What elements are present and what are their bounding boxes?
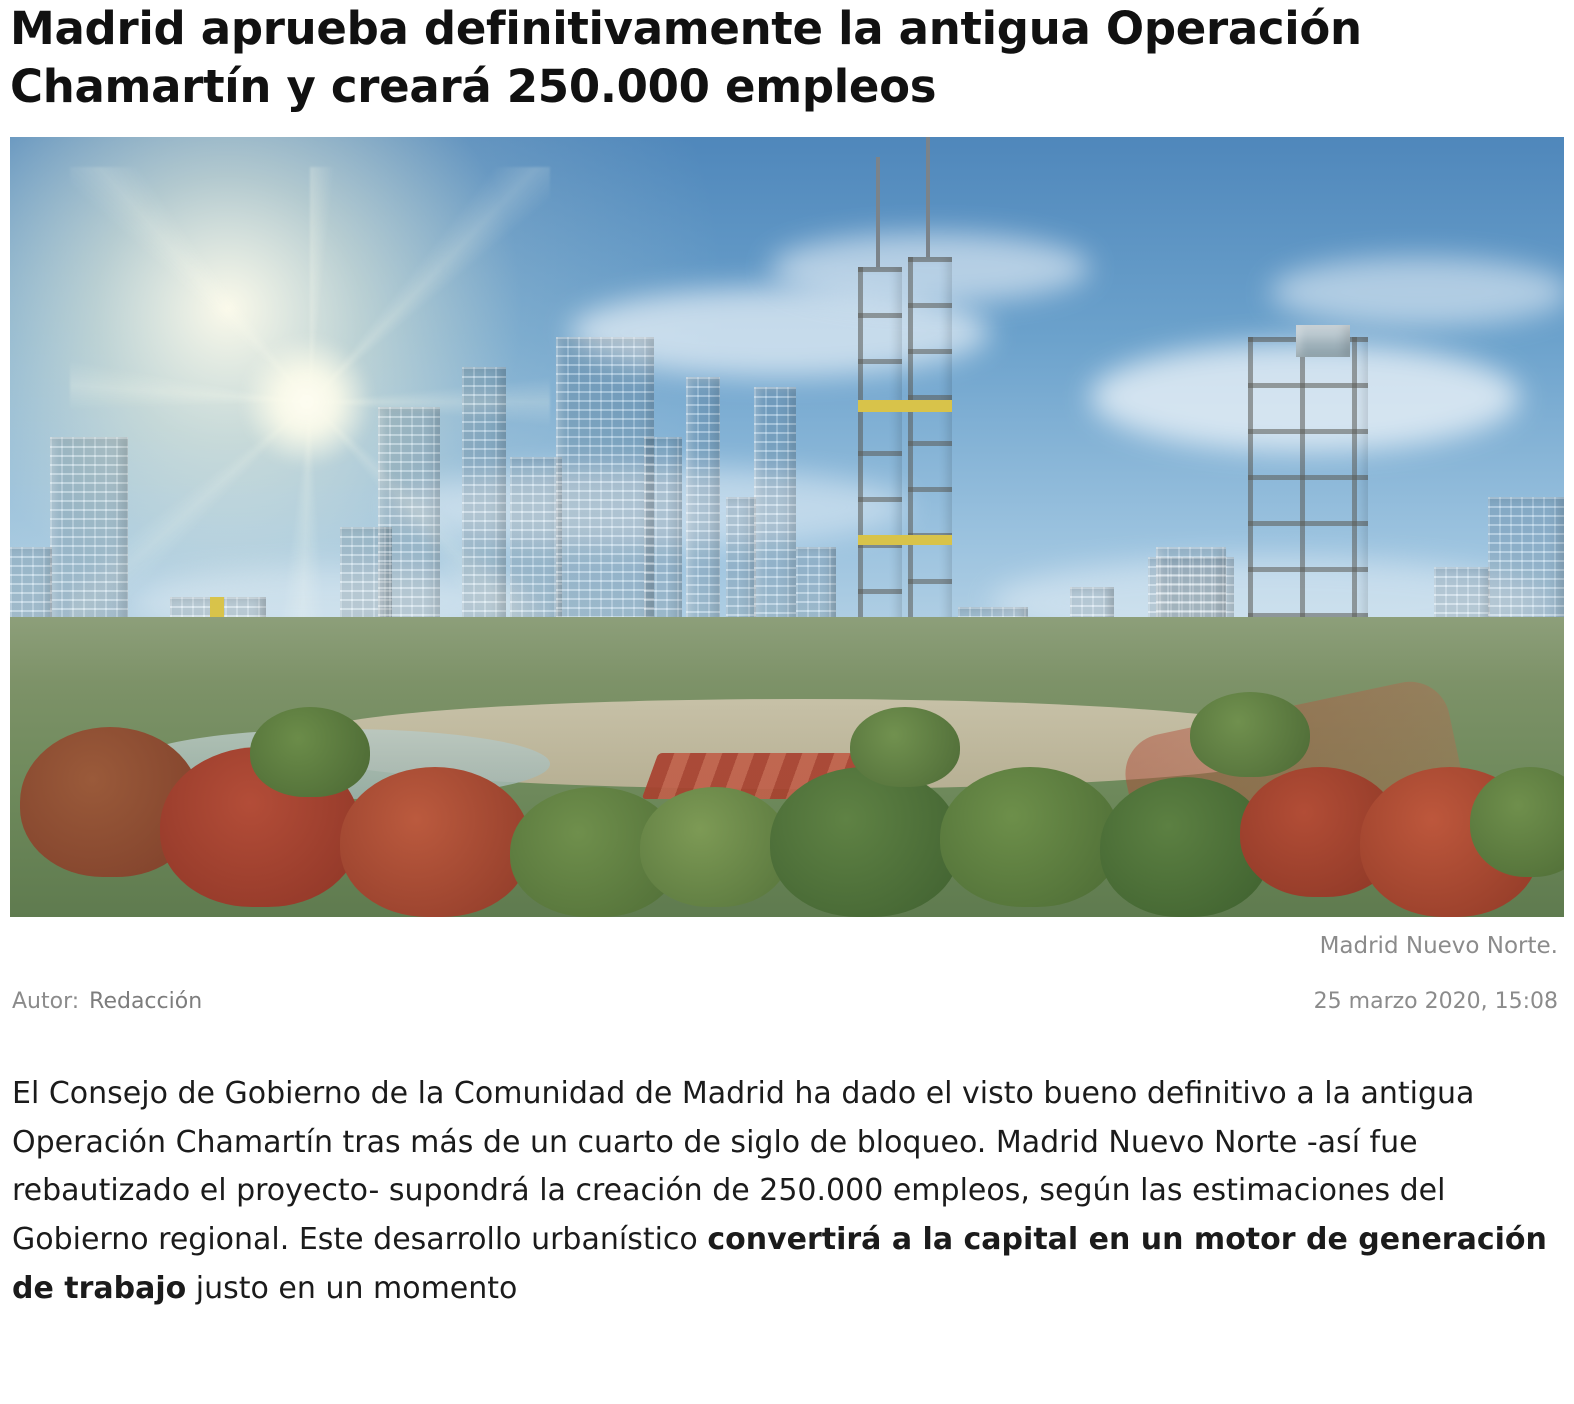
tower-accent (858, 535, 952, 545)
body-text-bold: convertirá a la capital en un motor de generación de trabajo (12, 1221, 1547, 1306)
tower-mast (876, 157, 880, 267)
article-body (10, 1044, 1554, 1313)
tower-crown (1296, 325, 1350, 357)
article-image (10, 137, 1564, 917)
body-text-part2: justo en un momento (186, 1270, 518, 1306)
sun-icon (242, 337, 372, 467)
tree (1190, 692, 1310, 777)
tree (940, 767, 1120, 907)
page-title: Madrid aprueba definitivamente la antigua Operación Chamartín y creará 250.000 empleos (10, 2, 1362, 113)
tree (340, 767, 530, 917)
image-caption: Madrid Nuevo Norte. (1319, 933, 1558, 960)
tower-accent (858, 400, 952, 412)
author-label: Autor: (12, 989, 80, 1015)
author-name[interactable]: Redacción (89, 989, 203, 1015)
tree (850, 707, 960, 787)
article-figure (10, 137, 1564, 959)
tree (250, 707, 370, 797)
article-meta (10, 959, 1564, 1014)
tower-mast (926, 137, 930, 257)
author-block (12, 989, 202, 1014)
article-timestamp: 25 marzo 2020, 15:08 (1313, 989, 1558, 1015)
body-text-part1: El Consejo de Gobierno de la Comunidad de Madrid ha dado el visto bueno definitivo a la antigua Operación Chamartín tras más de un cuarto de siglo de bloqueo. Madrid Nuevo Norte -así fue rebautizado el proyecto- supondrá la creación de 250.000 empleos, según las estimaciones del Gobierno regional. Este desarrollo urbanístico (12, 1076, 1475, 1257)
tree (640, 787, 790, 907)
tree (770, 767, 960, 917)
cloud (1270, 257, 1564, 327)
